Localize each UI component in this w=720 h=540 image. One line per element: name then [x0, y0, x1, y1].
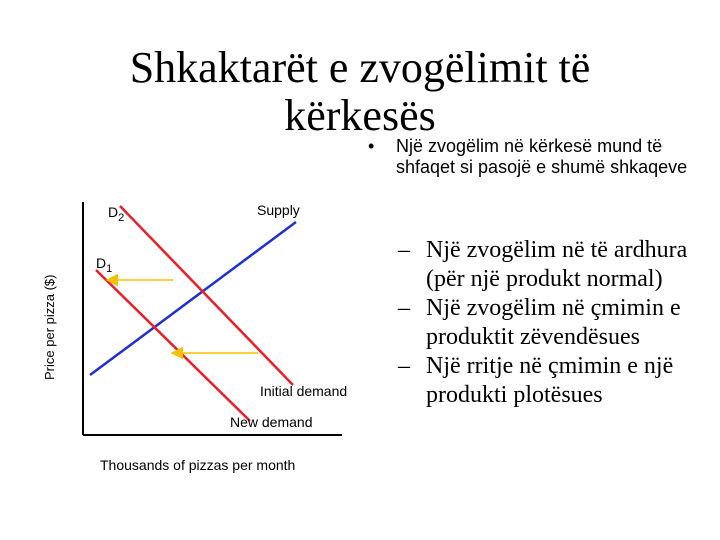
new-demand-curve [96, 270, 250, 421]
d1-label: $D_1$ [96, 255, 113, 275]
y-axis-label: Price per pizza ($) [42, 274, 57, 380]
bullet-text: Një zvogëlim në kërkesë mund të shfaqet si pasojë e shumë shkaqeve [396, 136, 688, 177]
slide-title: Shkaktarët e zvogëlimit të kërkesës [129, 43, 591, 140]
initial-demand-label: Initial demand [260, 383, 348, 399]
demand-shift-diagram [30, 190, 360, 480]
sub-item-text: Një zvogëlim në çmimin e produktit zëvendësues [426, 295, 681, 350]
supply-curve [90, 222, 296, 375]
sub-item: – Një rritje në çmimin e një produkti plotësues [398, 353, 674, 408]
sub-list [398, 236, 698, 410]
new-demand-label: New demand [230, 414, 313, 430]
x-axis-label: Thousands of pizzas per month [100, 457, 296, 473]
bullet-point [368, 136, 708, 178]
sub-item-text: Një zvogëlim në të ardhura (për një produkt normal) [426, 237, 688, 292]
sub-item: – Një zvogëlim në çmimin e produktit zëvendësues [398, 295, 681, 350]
supply-label: Supply [257, 202, 300, 218]
initial-demand-curve [120, 206, 293, 385]
sub-item: – Një zvogëlim në të ardhura (për një produkt normal) [398, 237, 688, 292]
sub-item-text: Një rritje në çmimin e një produkti plotësues [426, 353, 674, 408]
bullet-dot: • [368, 136, 375, 156]
d2-label: $D_2$ [108, 204, 125, 224]
